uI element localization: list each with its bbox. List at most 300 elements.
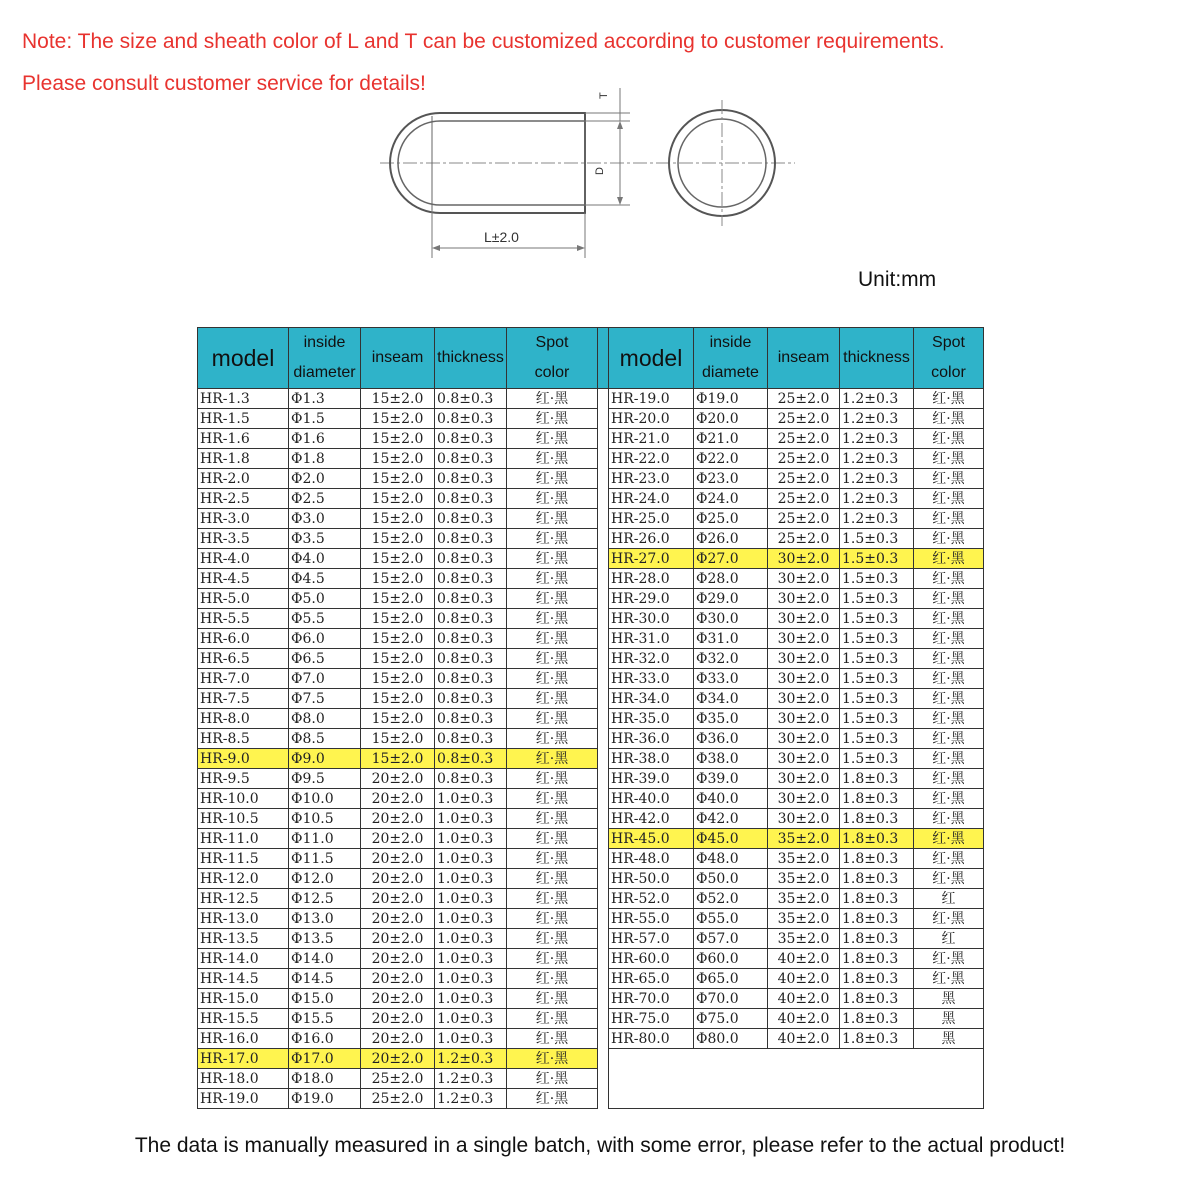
left-cell-inseam: 15±2.0 [361, 689, 435, 709]
column-separator [598, 789, 609, 809]
left-cell-color: 红·黑 [507, 769, 598, 789]
left-cell-dia: Φ3.5 [289, 529, 361, 549]
right-cell-model: HR-36.0 [609, 729, 694, 749]
left-cell-dia: Φ13.5 [289, 929, 361, 949]
left-cell-color: 红·黑 [507, 749, 598, 769]
right-cell-color: 红·黑 [914, 609, 984, 629]
left-cell-inseam: 20±2.0 [361, 969, 435, 989]
left-cell-model: HR-6.0 [198, 629, 289, 649]
right-cell-dia: Φ24.0 [694, 489, 768, 509]
table-row [198, 569, 984, 589]
table-row [198, 709, 984, 729]
left-cell-dia: Φ1.8 [289, 449, 361, 469]
table-row [198, 809, 984, 829]
table-row [198, 989, 984, 1009]
left-cell-thick: 0.8±0.3 [435, 529, 507, 549]
left-cell-thick: 0.8±0.3 [435, 569, 507, 589]
column-separator [598, 1049, 609, 1069]
right-cell-model: HR-33.0 [609, 669, 694, 689]
right-cell-thick: 1.5±0.3 [840, 529, 914, 549]
right-cell-thick: 1.2±0.3 [840, 429, 914, 449]
left-cell-thick: 0.8±0.3 [435, 589, 507, 609]
left-cell-dia: Φ5.5 [289, 609, 361, 629]
right-cell-thick: 1.5±0.3 [840, 689, 914, 709]
left-cell-dia: Φ9.5 [289, 769, 361, 789]
column-separator [598, 969, 609, 989]
right-cell-inseam: 40±2.0 [768, 1029, 840, 1049]
empty-cell [609, 1089, 984, 1109]
column-separator [598, 709, 609, 729]
left-cell-thick: 1.0±0.3 [435, 949, 507, 969]
unit-label: Unit:mm [858, 268, 937, 291]
left-cell-model: HR-17.0 [198, 1049, 289, 1069]
right-cell-dia: Φ19.0 [694, 389, 768, 409]
left-cell-thick: 0.8±0.3 [435, 649, 507, 669]
column-separator [598, 669, 609, 689]
right-cell-model: HR-42.0 [609, 809, 694, 829]
right-cell-thick: 1.5±0.3 [840, 609, 914, 629]
column-separator [598, 549, 609, 569]
left-cell-thick: 0.8±0.3 [435, 489, 507, 509]
left-cell-dia: Φ19.0 [289, 1089, 361, 1109]
right-cell-model: HR-27.0 [609, 549, 694, 569]
column-separator [598, 429, 609, 449]
right-cell-inseam: 35±2.0 [768, 909, 840, 929]
l-label: L±2.0 [484, 229, 519, 245]
right-cell-dia: Φ70.0 [694, 989, 768, 1009]
left-cell-color: 红·黑 [507, 1049, 598, 1069]
left-cell-color: 红·黑 [507, 1069, 598, 1089]
header-inside-2: diameter [293, 364, 356, 381]
right-cell-thick: 1.8±0.3 [840, 989, 914, 1009]
left-cell-thick: 0.8±0.3 [435, 449, 507, 469]
left-cell-color: 红·黑 [507, 549, 598, 569]
right-cell-dia: Φ40.0 [694, 789, 768, 809]
left-cell-dia: Φ14.0 [289, 949, 361, 969]
table-row [198, 909, 984, 929]
left-cell-inseam: 15±2.0 [361, 589, 435, 609]
table-row [198, 629, 984, 649]
left-cell-inseam: 15±2.0 [361, 709, 435, 729]
left-cell-inseam: 15±2.0 [361, 629, 435, 649]
left-cell-dia: Φ18.0 [289, 1069, 361, 1089]
left-cell-model: HR-4.0 [198, 549, 289, 569]
left-cell-thick: 0.8±0.3 [435, 509, 507, 529]
left-cell-inseam: 15±2.0 [361, 609, 435, 629]
left-cell-dia: Φ2.0 [289, 469, 361, 489]
left-cell-dia: Φ2.5 [289, 489, 361, 509]
left-cell-dia: Φ5.0 [289, 589, 361, 609]
right-cell-dia: Φ80.0 [694, 1029, 768, 1049]
left-cell-dia: Φ13.0 [289, 909, 361, 929]
left-cell-dia: Φ3.0 [289, 509, 361, 529]
left-cell-dia: Φ10.5 [289, 809, 361, 829]
column-separator [598, 929, 609, 949]
empty-cell [609, 1049, 984, 1069]
left-cell-inseam: 15±2.0 [361, 469, 435, 489]
right-cell-dia: Φ26.0 [694, 529, 768, 549]
right-cell-dia: Φ50.0 [694, 869, 768, 889]
right-cell-dia: Φ65.0 [694, 969, 768, 989]
left-cell-dia: Φ12.0 [289, 869, 361, 889]
right-cell-model: HR-28.0 [609, 569, 694, 589]
left-cell-thick: 0.8±0.3 [435, 769, 507, 789]
left-cell-dia: Φ1.6 [289, 429, 361, 449]
right-cell-inseam: 40±2.0 [768, 949, 840, 969]
table-row [198, 489, 984, 509]
left-cell-model: HR-12.5 [198, 889, 289, 909]
column-separator [598, 1029, 609, 1049]
right-cell-color: 红·黑 [914, 949, 984, 969]
table-row [198, 409, 984, 429]
right-cell-dia: Φ75.0 [694, 1009, 768, 1029]
column-separator [598, 649, 609, 669]
right-cell-dia: Φ60.0 [694, 949, 768, 969]
right-cell-dia: Φ31.0 [694, 629, 768, 649]
right-cell-thick: 1.5±0.3 [840, 629, 914, 649]
table-row [198, 389, 984, 409]
table-row [198, 509, 984, 529]
right-cell-color: 红·黑 [914, 509, 984, 529]
left-cell-model: HR-9.5 [198, 769, 289, 789]
right-cell-model: HR-80.0 [609, 1029, 694, 1049]
right-cell-color: 红·黑 [914, 969, 984, 989]
header-inseam-right: inseam [768, 328, 840, 389]
table-row [198, 949, 984, 969]
left-cell-color: 红·黑 [507, 829, 598, 849]
right-cell-model: HR-25.0 [609, 509, 694, 529]
right-cell-inseam: 35±2.0 [768, 829, 840, 849]
right-cell-color: 红·黑 [914, 429, 984, 449]
left-cell-color: 红·黑 [507, 509, 598, 529]
left-cell-thick: 1.0±0.3 [435, 929, 507, 949]
left-cell-model: HR-4.5 [198, 569, 289, 589]
right-cell-inseam: 25±2.0 [768, 469, 840, 489]
right-cell-inseam: 30±2.0 [768, 789, 840, 809]
left-cell-thick: 0.8±0.3 [435, 549, 507, 569]
left-cell-inseam: 20±2.0 [361, 929, 435, 949]
right-cell-model: HR-70.0 [609, 989, 694, 1009]
left-cell-thick: 0.8±0.3 [435, 689, 507, 709]
left-cell-color: 红·黑 [507, 1009, 598, 1029]
left-cell-dia: Φ6.0 [289, 629, 361, 649]
left-cell-inseam: 15±2.0 [361, 669, 435, 689]
right-cell-inseam: 30±2.0 [768, 689, 840, 709]
left-cell-model: HR-8.5 [198, 729, 289, 749]
left-cell-thick: 1.0±0.3 [435, 1009, 507, 1029]
right-cell-dia: Φ32.0 [694, 649, 768, 669]
right-cell-color: 红·黑 [914, 489, 984, 509]
right-cell-dia: Φ27.0 [694, 549, 768, 569]
right-cell-inseam: 30±2.0 [768, 609, 840, 629]
right-cell-dia: Φ52.0 [694, 889, 768, 909]
right-cell-color: 红·黑 [914, 409, 984, 429]
left-cell-color: 红·黑 [507, 409, 598, 429]
right-cell-thick: 1.5±0.3 [840, 589, 914, 609]
left-cell-model: HR-11.5 [198, 849, 289, 869]
column-separator [598, 609, 609, 629]
table-row [198, 589, 984, 609]
right-cell-inseam: 25±2.0 [768, 509, 840, 529]
left-cell-dia: Φ7.0 [289, 669, 361, 689]
column-separator [598, 829, 609, 849]
right-cell-inseam: 30±2.0 [768, 569, 840, 589]
right-cell-color: 红·黑 [914, 529, 984, 549]
right-cell-thick: 1.8±0.3 [840, 929, 914, 949]
column-separator [598, 1089, 609, 1109]
left-cell-inseam: 15±2.0 [361, 449, 435, 469]
left-cell-model: HR-18.0 [198, 1069, 289, 1089]
right-cell-dia: Φ25.0 [694, 509, 768, 529]
left-cell-color: 红·黑 [507, 849, 598, 869]
t-label: T [598, 92, 610, 99]
right-cell-thick: 1.5±0.3 [840, 729, 914, 749]
left-cell-dia: Φ7.5 [289, 689, 361, 709]
left-cell-model: HR-8.0 [198, 709, 289, 729]
right-cell-color: 红·黑 [914, 769, 984, 789]
right-cell-model: HR-45.0 [609, 829, 694, 849]
right-cell-thick: 1.5±0.3 [840, 749, 914, 769]
left-cell-inseam: 15±2.0 [361, 429, 435, 449]
right-cell-inseam: 25±2.0 [768, 489, 840, 509]
left-cell-dia: Φ12.5 [289, 889, 361, 909]
right-cell-model: HR-30.0 [609, 609, 694, 629]
left-cell-model: HR-7.5 [198, 689, 289, 709]
left-cell-dia: Φ11.0 [289, 829, 361, 849]
right-cell-color: 红 [914, 929, 984, 949]
left-cell-inseam: 15±2.0 [361, 389, 435, 409]
left-cell-dia: Φ8.0 [289, 709, 361, 729]
table-row [198, 729, 984, 749]
left-cell-color: 红·黑 [507, 929, 598, 949]
left-cell-color: 红·黑 [507, 809, 598, 829]
left-cell-thick: 1.0±0.3 [435, 889, 507, 909]
right-cell-inseam: 25±2.0 [768, 389, 840, 409]
left-cell-color: 红·黑 [507, 609, 598, 629]
right-cell-model: HR-50.0 [609, 869, 694, 889]
left-cell-thick: 0.8±0.3 [435, 669, 507, 689]
left-cell-inseam: 20±2.0 [361, 1049, 435, 1069]
right-cell-model: HR-65.0 [609, 969, 694, 989]
header-model: model [198, 328, 289, 389]
left-cell-dia: Φ15.0 [289, 989, 361, 1009]
column-separator [598, 589, 609, 609]
right-cell-inseam: 30±2.0 [768, 809, 840, 829]
table-row [198, 1089, 984, 1109]
left-cell-inseam: 20±2.0 [361, 1029, 435, 1049]
column-separator [598, 1009, 609, 1029]
right-cell-inseam: 30±2.0 [768, 669, 840, 689]
left-cell-model: HR-2.5 [198, 489, 289, 509]
left-cell-thick: 1.0±0.3 [435, 969, 507, 989]
left-cell-thick: 0.8±0.3 [435, 469, 507, 489]
table-row [198, 929, 984, 949]
column-separator [598, 409, 609, 429]
left-cell-dia: Φ17.0 [289, 1049, 361, 1069]
right-cell-dia: Φ45.0 [694, 829, 768, 849]
left-cell-inseam: 20±2.0 [361, 769, 435, 789]
left-cell-model: HR-16.0 [198, 1029, 289, 1049]
right-cell-color: 红·黑 [914, 709, 984, 729]
right-cell-thick: 1.2±0.3 [840, 469, 914, 489]
left-cell-model: HR-15.5 [198, 1009, 289, 1029]
left-cell-thick: 0.8±0.3 [435, 609, 507, 629]
left-cell-color: 红·黑 [507, 869, 598, 889]
left-cell-dia: Φ16.0 [289, 1029, 361, 1049]
left-cell-inseam: 15±2.0 [361, 569, 435, 589]
right-cell-dia: Φ34.0 [694, 689, 768, 709]
right-cell-dia: Φ21.0 [694, 429, 768, 449]
left-cell-color: 红·黑 [507, 1089, 598, 1109]
left-cell-inseam: 20±2.0 [361, 869, 435, 889]
right-cell-inseam: 30±2.0 [768, 589, 840, 609]
right-cell-thick: 1.2±0.3 [840, 389, 914, 409]
column-separator [598, 989, 609, 1009]
right-cell-dia: Φ35.0 [694, 709, 768, 729]
left-cell-thick: 0.8±0.3 [435, 729, 507, 749]
left-cell-inseam: 20±2.0 [361, 809, 435, 829]
right-cell-dia: Φ55.0 [694, 909, 768, 929]
left-cell-color: 红·黑 [507, 669, 598, 689]
left-cell-inseam: 20±2.0 [361, 849, 435, 869]
column-separator [598, 629, 609, 649]
left-cell-thick: 0.8±0.3 [435, 629, 507, 649]
left-cell-color: 红·黑 [507, 389, 598, 409]
left-cell-model: HR-14.5 [198, 969, 289, 989]
column-separator [598, 909, 609, 929]
column-separator [598, 769, 609, 789]
left-cell-dia: Φ1.5 [289, 409, 361, 429]
table-row [198, 429, 984, 449]
right-cell-color: 黑 [914, 989, 984, 1009]
column-separator [598, 869, 609, 889]
column-separator [598, 449, 609, 469]
right-cell-inseam: 40±2.0 [768, 1009, 840, 1029]
right-cell-inseam: 35±2.0 [768, 849, 840, 869]
right-cell-color: 红·黑 [914, 689, 984, 709]
left-cell-inseam: 15±2.0 [361, 529, 435, 549]
left-cell-color: 红·黑 [507, 789, 598, 809]
right-cell-model: HR-31.0 [609, 629, 694, 649]
consult-note: Please consult customer service for details! [22, 72, 426, 95]
right-cell-model: HR-24.0 [609, 489, 694, 509]
table-row [198, 649, 984, 669]
right-cell-model: HR-26.0 [609, 529, 694, 549]
left-cell-model: HR-7.0 [198, 669, 289, 689]
left-cell-model: HR-1.8 [198, 449, 289, 469]
right-cell-color: 红·黑 [914, 569, 984, 589]
left-cell-thick: 1.2±0.3 [435, 1089, 507, 1109]
left-cell-model: HR-9.0 [198, 749, 289, 769]
left-cell-dia: Φ4.5 [289, 569, 361, 589]
left-cell-model: HR-19.0 [198, 1089, 289, 1109]
right-cell-model: HR-55.0 [609, 909, 694, 929]
table-row [198, 869, 984, 889]
header-inside-diameter-right [694, 328, 768, 389]
left-cell-color: 红·黑 [507, 969, 598, 989]
table-row [198, 529, 984, 549]
left-cell-thick: 0.8±0.3 [435, 389, 507, 409]
left-cell-dia: Φ15.5 [289, 1009, 361, 1029]
right-cell-thick: 1.8±0.3 [840, 1009, 914, 1029]
left-cell-color: 红·黑 [507, 649, 598, 669]
right-cell-thick: 1.8±0.3 [840, 869, 914, 889]
column-separator [598, 509, 609, 529]
table-row [198, 689, 984, 709]
left-cell-model: HR-3.0 [198, 509, 289, 529]
left-cell-thick: 1.0±0.3 [435, 789, 507, 809]
left-cell-inseam: 15±2.0 [361, 509, 435, 529]
right-cell-thick: 1.8±0.3 [840, 809, 914, 829]
table-row [198, 849, 984, 869]
right-cell-model: HR-21.0 [609, 429, 694, 449]
column-separator [598, 949, 609, 969]
left-cell-inseam: 20±2.0 [361, 889, 435, 909]
right-cell-thick: 1.5±0.3 [840, 649, 914, 669]
left-cell-color: 红·黑 [507, 729, 598, 749]
right-cell-thick: 1.8±0.3 [840, 889, 914, 909]
table-row [198, 669, 984, 689]
header-spot-2-right: color [931, 364, 966, 381]
right-cell-inseam: 40±2.0 [768, 989, 840, 1009]
right-cell-model: HR-40.0 [609, 789, 694, 809]
left-cell-color: 红·黑 [507, 889, 598, 909]
table-row [198, 1049, 984, 1069]
column-separator [598, 469, 609, 489]
table-row [198, 829, 984, 849]
right-cell-model: HR-39.0 [609, 769, 694, 789]
right-cell-inseam: 30±2.0 [768, 549, 840, 569]
table-row [198, 749, 984, 769]
column-separator [598, 809, 609, 829]
header-spot-color-right [914, 328, 984, 389]
spec-table [197, 327, 984, 1109]
right-cell-thick: 1.8±0.3 [840, 909, 914, 929]
right-cell-inseam: 25±2.0 [768, 409, 840, 429]
left-cell-model: HR-1.3 [198, 389, 289, 409]
table-row [198, 609, 984, 629]
right-cell-dia: Φ29.0 [694, 589, 768, 609]
left-cell-color: 红·黑 [507, 529, 598, 549]
left-cell-color: 红·黑 [507, 629, 598, 649]
right-cell-color: 红·黑 [914, 869, 984, 889]
right-cell-inseam: 35±2.0 [768, 869, 840, 889]
header-inside-diameter [289, 328, 361, 389]
left-cell-model: HR-13.5 [198, 929, 289, 949]
table-row [198, 1029, 984, 1049]
table-row [198, 549, 984, 569]
right-cell-thick: 1.8±0.3 [840, 849, 914, 869]
left-cell-thick: 0.8±0.3 [435, 709, 507, 729]
left-cell-inseam: 25±2.0 [361, 1069, 435, 1089]
right-cell-color: 红·黑 [914, 809, 984, 829]
right-cell-inseam: 30±2.0 [768, 649, 840, 669]
right-cell-model: HR-34.0 [609, 689, 694, 709]
left-cell-inseam: 20±2.0 [361, 909, 435, 929]
left-cell-thick: 1.0±0.3 [435, 809, 507, 829]
left-cell-color: 红·黑 [507, 429, 598, 449]
empty-cell [609, 1069, 984, 1089]
table-row [198, 969, 984, 989]
right-cell-model: HR-60.0 [609, 949, 694, 969]
left-cell-model: HR-1.6 [198, 429, 289, 449]
right-cell-model: HR-75.0 [609, 1009, 694, 1029]
right-cell-color: 红·黑 [914, 589, 984, 609]
left-cell-thick: 1.0±0.3 [435, 829, 507, 849]
left-cell-dia: Φ9.0 [289, 749, 361, 769]
left-cell-dia: Φ10.0 [289, 789, 361, 809]
left-cell-color: 红·黑 [507, 489, 598, 509]
